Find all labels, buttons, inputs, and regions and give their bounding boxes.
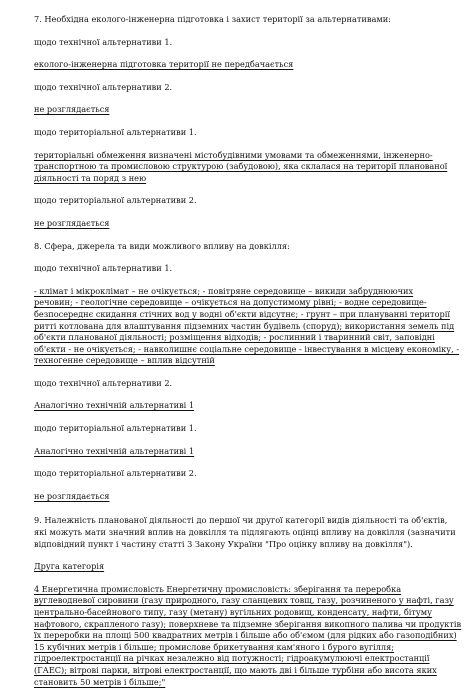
s8-tech-alt-2-label: щодо технічної альтернативи 2. [34, 377, 173, 388]
s7-terr-alt-1-line: територіальні обмеження визначені містобудівними умовами та обмеженнями, інженерно- [34, 149, 433, 160]
s9-detail-line: нафтового, скрапленого газу); поверхневе та підземне зберігання викопного палива чи продуктів [34, 618, 462, 629]
s9-detail-line: вуглеводневої сировини (газу природного, газу сланцевих товщ, газу, розчиненого у нафті, газу [34, 595, 454, 606]
s8-tech-alt-2-value: Аналогічно технічній альтернативі 1 [34, 400, 195, 411]
section-7-heading: 7. Необхідна еколого-інженерна підготовка і захист території за альтернативами: [34, 14, 391, 24]
s8-tech-alt-1-line: - клімат і мікроклімат – не очікується; - повітряне середовище – викиди забруднюючих [34, 285, 414, 296]
s7-terr-alt-1-line: діяльності та поряд з нею [34, 172, 147, 183]
s8-tech-alt-1-line: техногенне середовище – вплив відсутній [34, 355, 215, 366]
s8-tech-alt-1-value [34, 286, 467, 367]
s9-detail-line: становить 50 метрів і більше;" [34, 676, 166, 687]
s8-tech-alt-1-label: щодо технічної альтернативи 1. [34, 263, 173, 274]
s7-tech-alt-2-value: не розглядається [34, 104, 110, 115]
s9-detail-line: 4 Енергетична промисловість Енергетичну промисловість: зберігання та переробка [34, 583, 402, 594]
s7-tech-alt-2-label: щодо технічної альтернативи 2. [34, 81, 173, 92]
s9-text-line: які можуть мати значний вплив на довкілля та підлягають оцінці впливу на довкілля (зазначити [34, 527, 456, 538]
section-8-heading: 8. Сфера, джерела та види можливого впливу на довкілля: [34, 240, 290, 251]
s9-category-detail [34, 584, 467, 688]
s9-detail-line: центрально-басейнового типу, газу (метану) вугільних родовищ, конденсату, нафти, бітуму [34, 607, 432, 617]
s8-terr-alt-1-value: Аналогічно технічній альтернативі 1 [34, 445, 195, 456]
s9-category: Друга категорія [34, 561, 105, 572]
s9-detail-line: їх переробки на площі 500 квадратних метрів і більше або об'ємом (для рідких або газоподібних) [34, 630, 457, 641]
s7-terr-alt-1-label: щодо територіальної альтернативи 1. [34, 126, 197, 137]
section-9-text [34, 515, 467, 550]
s7-terr-alt-2-label: щодо територіальної альтернативи 2. [34, 195, 197, 206]
s8-terr-alt-1-label: щодо територіальної альтернативи 1. [34, 423, 197, 434]
s7-terr-alt-1-value [34, 150, 467, 185]
s8-tech-alt-1-line: безпосереднє скидання стічних вод у водні об'єкти відсутнє; - грунт – при плануванні території [34, 308, 450, 319]
s8-tech-alt-1-line: речовин; - геологічне середовище – очікується на допустимому рівні; - водне середовище- [34, 297, 427, 308]
s8-tech-alt-1-line: ритті котлована для влаштування підземних частин будівель (споруд); використання земель під [34, 320, 455, 331]
s8-tech-alt-1-line: об'єкти планованої діяльності; розміщення відходів; - рослинний і тваринний світ, заповідні [34, 332, 435, 343]
s7-terr-alt-2-value: не розглядається [34, 217, 110, 228]
s8-tech-alt-1-line: об'єкти - не очікується; - навколишнє соціальне середовище - інвестування в місцеву економіку, - [34, 343, 460, 354]
s7-tech-alt-1-value: еколого-інженерна підготовка території не передбачається [34, 59, 294, 70]
s9-detail-line: (ГАЕС); вітрові парки, вітрові електростанції, що мають дві і більше турбіни або висота яких [34, 664, 437, 675]
s9-detail-line: 15 кубічних метрів і більше; промислове брикетування кам'яного і бурого вугілля; [34, 641, 395, 652]
s7-tech-alt-1-label: щодо технічної альтернативи 1. [34, 36, 173, 47]
s9-text-line: 9. Належність планованої діяльності до першої чи другої категорії видів діяльності та об'єктів, [34, 515, 448, 526]
s8-terr-alt-2-value: не розглядається [34, 490, 110, 501]
s9-text-line: відповідний пункт і частину статті 3 Закону України "Про оцінку впливу на довкілля"). [34, 538, 413, 549]
s9-detail-line: гідроелектростанції на річках незалежно від потужності; гідроакумулюючі електростанції [34, 653, 430, 664]
s8-terr-alt-2-label: щодо територіальної альтернативи 2. [34, 468, 197, 479]
s7-terr-alt-1-line: транспортною та промисловою структурою (забудовою), яка склалася на території планованої [34, 161, 448, 172]
